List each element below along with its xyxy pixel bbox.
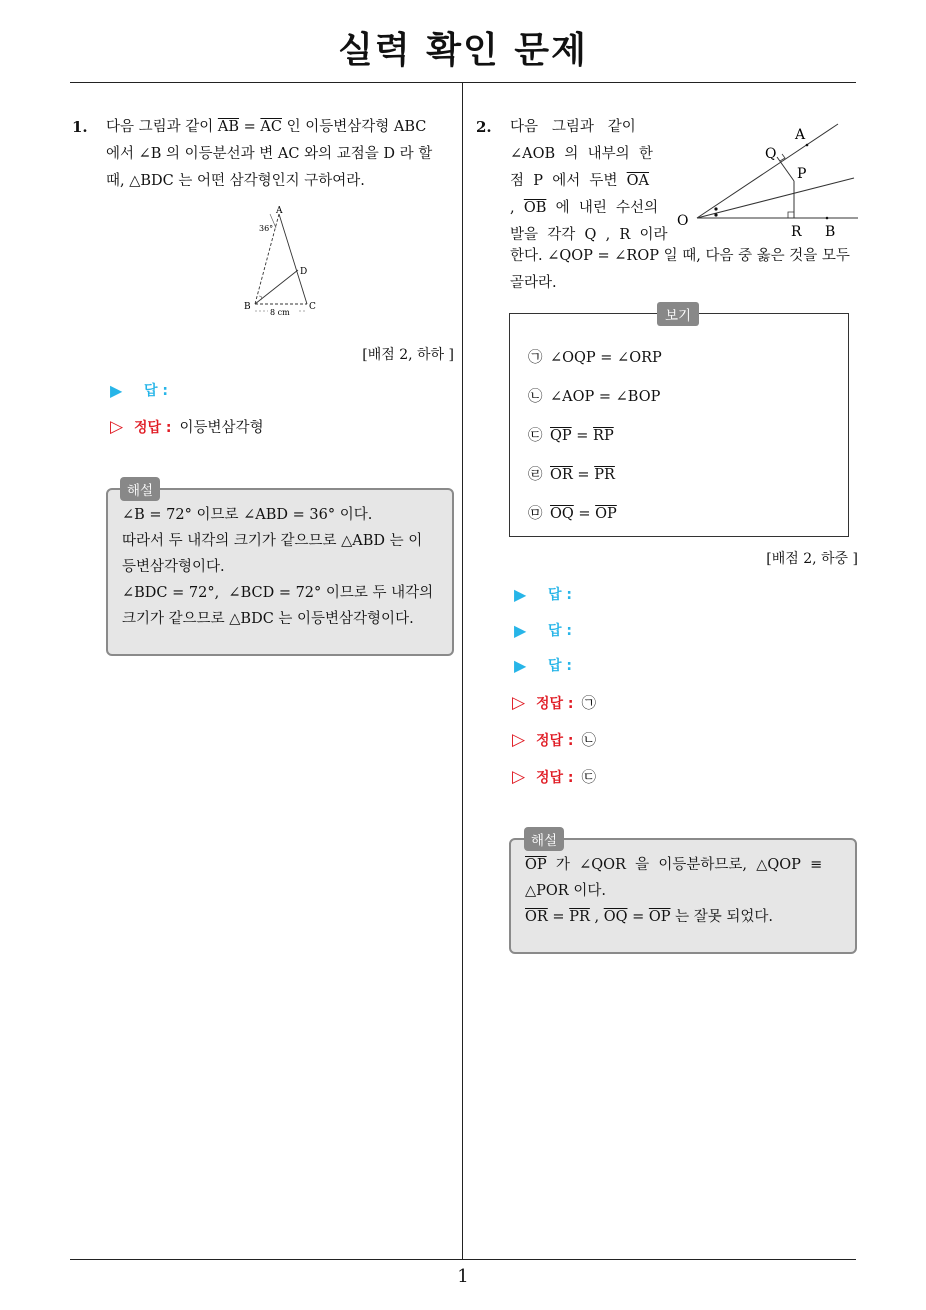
text-segment: 때, △BDC 는 어떤 삼각형인지 구하여라. [106, 173, 365, 189]
text-segment: 등변삼각형이다. [122, 559, 225, 575]
overline-segment: $\overline{QP}$ [550, 428, 572, 444]
text-line [510, 195, 662, 222]
q2-correct-value: ㉠ [581, 696, 597, 712]
overline-segment: $\overline{RP}$ [593, 428, 614, 444]
text-segment: = [627, 909, 649, 925]
text-segment: ∠B = 72° 이므로 ∠ABD = 36° 이다. [122, 507, 373, 523]
text-segment: ∠BDC = 72°, ∠BCD = 72° 이므로 두 내각의 [122, 585, 434, 601]
q1-label-base: 8 cm [270, 308, 290, 317]
page-title: 실력 확인 문제 [338, 30, 588, 71]
q2-correct-value: ㉡ [581, 733, 597, 749]
overline-segment: $\overline{OB}$ [523, 200, 547, 216]
q1-correct-label: 정답 : [134, 419, 172, 436]
text-line [122, 502, 438, 528]
text-segment: = [547, 909, 570, 925]
bogi-mark: ㉤ [528, 506, 543, 522]
q2-solution-box [509, 838, 857, 954]
bogi-item [528, 385, 660, 406]
text-segment: = [572, 467, 595, 483]
text-segment: 크기가 같으므로 △BDC 는 이등변삼각형이다. [122, 611, 414, 627]
q1-correct-value: 이등변삼각형 [179, 420, 264, 436]
text-line [525, 878, 841, 904]
correct-arrow-icon: ▷ [110, 416, 124, 437]
q2-bogi-box [509, 313, 849, 537]
q1-solution-tag: 해설 [120, 477, 160, 501]
correct-arrow-icon: ▷ [512, 766, 526, 787]
q1-score: [배점 2, 하하 ] [362, 347, 454, 363]
text-segment: = [239, 119, 261, 135]
q2-label-o: O [677, 213, 689, 229]
overline-segment: $\overline{AC}$ [260, 119, 282, 135]
q1-label-d: D [300, 267, 308, 277]
text-line [106, 114, 456, 141]
overline-segment: $\overline{PR}$ [594, 467, 615, 483]
text-line [510, 141, 662, 168]
text-line [510, 243, 858, 270]
text-segment: = [571, 428, 594, 444]
text-segment: ∠AOP = ∠BOP [550, 389, 661, 405]
q2-solution-tag: 해설 [524, 827, 564, 851]
text-segment: △POR 이다. [525, 883, 606, 899]
text-segment: 가 ∠QOR 을 이등분하므로, △QOP ≡ [546, 857, 823, 873]
text-segment: 는 잘못 되었다. [670, 909, 773, 925]
q2-label-a: A [795, 127, 806, 143]
q2-label-r: R [791, 224, 802, 238]
overline-segment: $\overline{OR}$ [525, 909, 548, 925]
bogi-mark: ㉡ [528, 389, 543, 405]
q2-question-text-cont [510, 243, 858, 297]
q2-answer-label: 답 : [548, 658, 572, 674]
text-segment: 인 이등변삼각형 ABC [281, 119, 427, 135]
overline-segment: $\overline{OQ}$ [550, 506, 574, 522]
q2-label-b: B [825, 224, 836, 238]
correct-arrow-icon: ▷ [512, 729, 526, 750]
q1-question-text [106, 114, 456, 195]
bogi-item [528, 346, 662, 367]
answer-arrow-icon: ▶ [514, 655, 527, 675]
q2-answer-row-1[interactable] [514, 584, 572, 604]
overline-segment: $\overline{OP}$ [525, 857, 547, 873]
q2-correct-value: ㉢ [581, 770, 597, 786]
bogi-mark: ㉣ [528, 467, 543, 483]
answer-arrow-icon: ▶ [514, 584, 527, 604]
q2-correct-row-2 [512, 729, 596, 750]
q1-solution-box [106, 488, 454, 656]
page-number: 1 [457, 1266, 469, 1287]
text-line [122, 554, 438, 580]
text-line [122, 580, 438, 606]
text-segment: = [573, 506, 596, 522]
bogi-item [528, 502, 617, 523]
q2-answer-label: 답 : [548, 623, 572, 639]
text-segment: 골라라. [510, 275, 557, 291]
text-line [510, 168, 662, 195]
q2-correct-row-1 [512, 692, 596, 713]
top-rule [70, 82, 856, 83]
text-segment: 다음 그림과 같이 [106, 119, 218, 135]
text-segment: , [589, 909, 604, 925]
q2-bogi-tag: 보기 [657, 302, 699, 326]
text-segment: 점 P 에서 두변 [510, 173, 627, 189]
text-line [525, 904, 841, 930]
bogi-mark: ㉠ [528, 350, 543, 366]
text-line [510, 114, 662, 141]
text-segment: ∠OQP = ∠ORP [550, 350, 662, 366]
bogi-mark: ㉢ [528, 428, 543, 444]
text-segment: 발을 각각 Q , R 이라 [510, 227, 668, 243]
text-segment: ∠AOB 의 내부의 한 [510, 146, 653, 162]
q2-number: 2. [476, 118, 492, 136]
text-line [122, 606, 438, 632]
overline-segment: $\overline{OA}$ [626, 173, 650, 189]
text-line [525, 852, 841, 878]
q2-label-p: P [797, 166, 807, 182]
text-line [510, 270, 858, 297]
q1-number: 1. [72, 118, 88, 136]
answer-arrow-icon: ▶ [514, 620, 527, 640]
text-segment: 에 내린 수선의 [546, 200, 659, 216]
text-segment: , [510, 200, 524, 216]
q2-correct-label: 정답 : [536, 732, 574, 749]
text-line [122, 528, 438, 554]
q1-label-c: C [309, 302, 316, 312]
text-line [106, 141, 456, 168]
bottom-rule [70, 1259, 856, 1260]
bogi-item [528, 424, 614, 445]
overline-segment: $\overline{AB}$ [217, 119, 240, 135]
q2-angle-figure [672, 118, 862, 238]
q2-correct-label: 정답 : [536, 695, 574, 712]
q1-correct-row [110, 416, 264, 437]
text-segment: 한다. ∠QOP = ∠ROP 일 때, 다음 중 옳은 것을 모두 [510, 248, 850, 264]
overline-segment: $\overline{OQ}$ [603, 909, 628, 925]
correct-arrow-icon: ▷ [512, 692, 526, 713]
q2-correct-label: 정답 : [536, 769, 574, 786]
text-segment: 다음 그림과 같이 [510, 119, 636, 135]
q2-question-text [510, 114, 668, 249]
q1-triangle-figure [235, 200, 335, 320]
q1-label-b: B [244, 302, 251, 312]
answer-arrow-icon: ▶ [110, 380, 123, 400]
overline-segment: $\overline{OR}$ [550, 467, 573, 483]
q2-correct-row-3 [512, 766, 596, 787]
q2-score: [배점 2, 하중 ] [766, 551, 858, 567]
bogi-item [528, 463, 615, 484]
overline-segment: $\overline{PR}$ [569, 909, 590, 925]
overline-segment: $\overline{OP}$ [595, 506, 617, 522]
text-line [106, 168, 456, 195]
q1-label-angle: 36° [259, 224, 274, 233]
q2-answer-label: 답 : [548, 587, 572, 603]
q2-answer-row-3[interactable] [514, 655, 572, 675]
q2-answer-row-2[interactable] [514, 620, 572, 640]
q2-label-q: Q [765, 146, 777, 162]
overline-segment: $\overline{OP}$ [648, 909, 671, 925]
q1-label-a: A [276, 206, 283, 216]
text-segment: 따라서 두 내각의 크기가 같으므로 △ABD 는 이 [122, 533, 423, 549]
column-divider [462, 82, 463, 1260]
q1-answer-label: 답 : [144, 383, 168, 399]
q1-answer-row[interactable] [110, 380, 168, 400]
text-segment: 에서 ∠B 의 이등분선과 변 AC 와의 교점을 D 라 할 [106, 146, 433, 162]
